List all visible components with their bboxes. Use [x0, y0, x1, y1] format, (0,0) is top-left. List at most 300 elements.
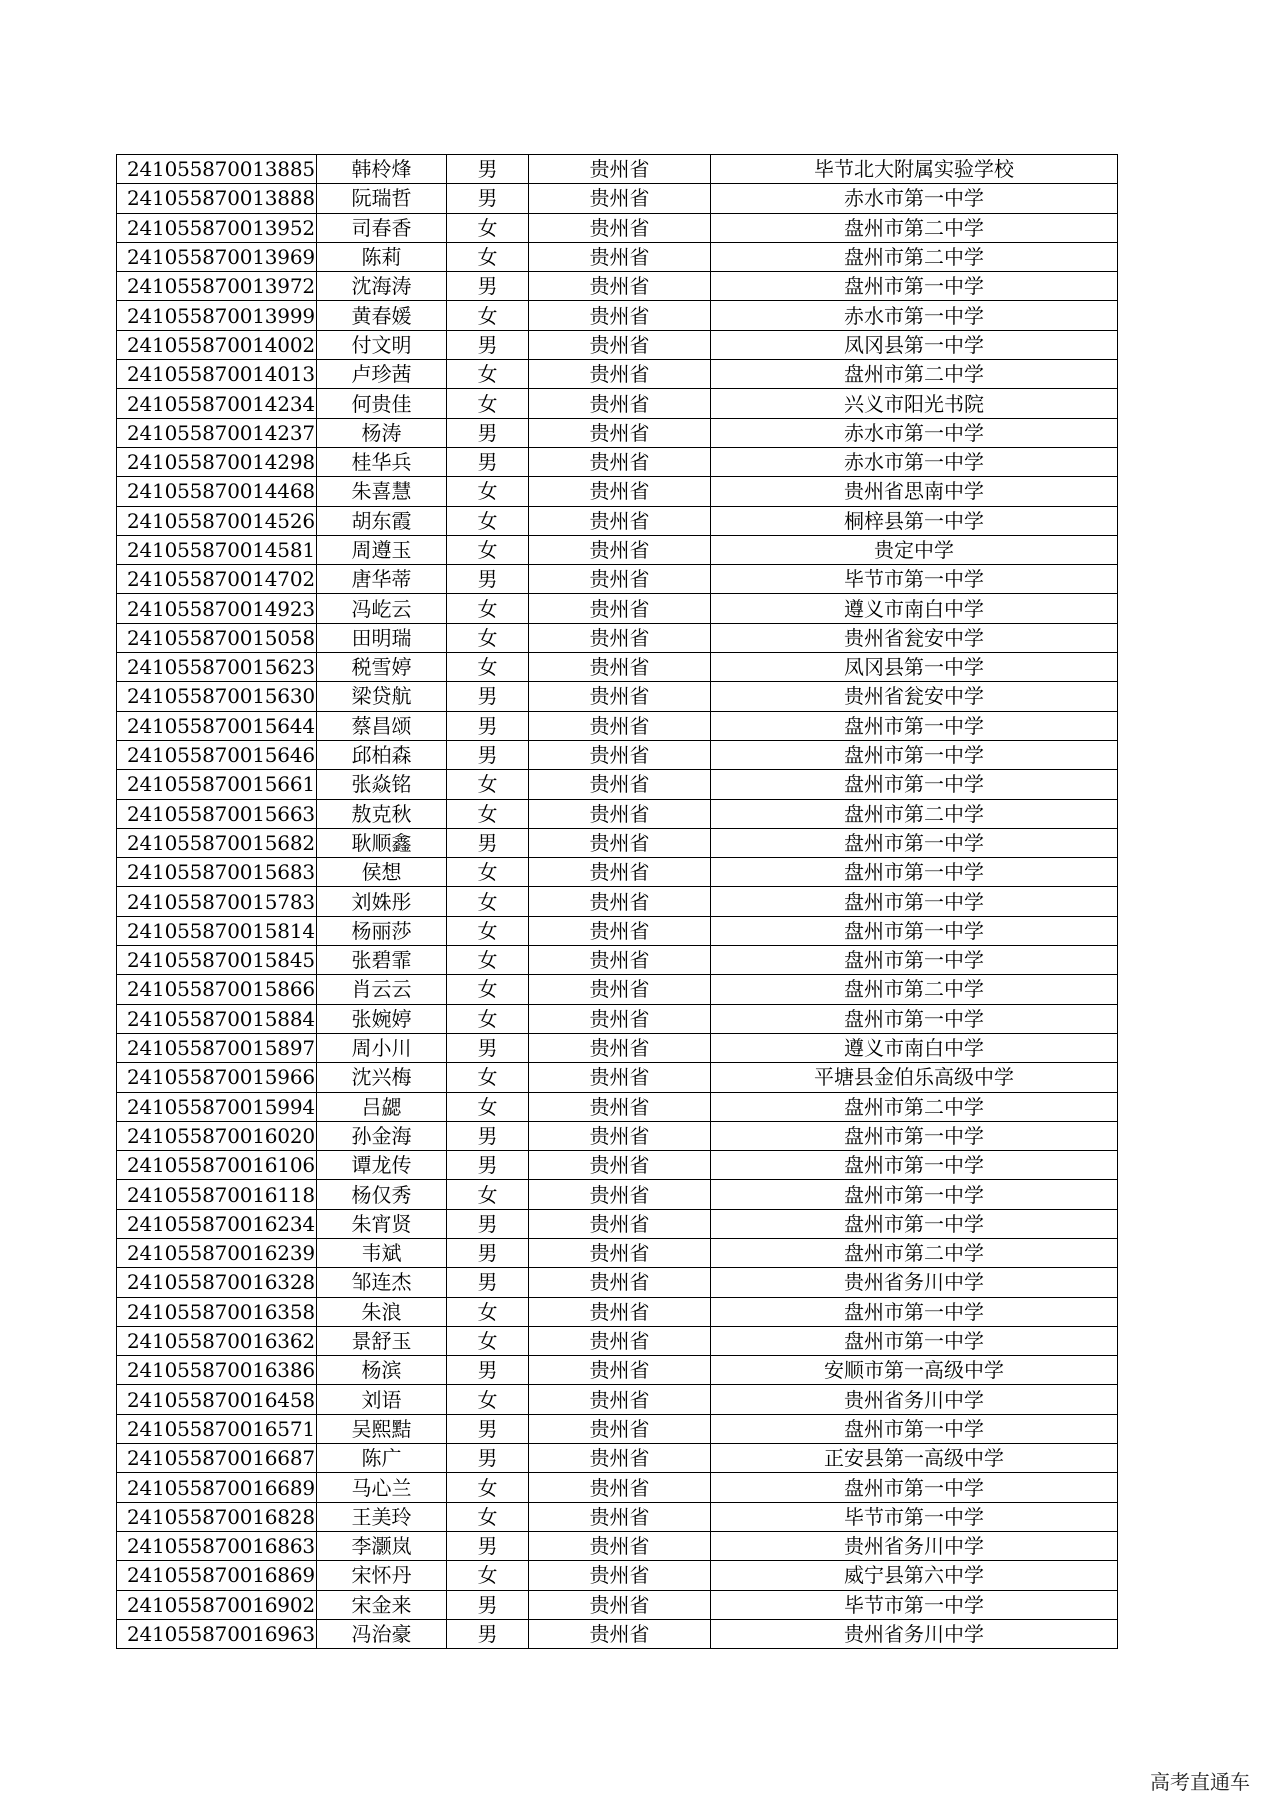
table-row: [117, 1356, 1118, 1385]
province-cell: 贵州省: [529, 623, 711, 652]
gender-cell: 男: [447, 1414, 529, 1443]
exam-number-cell: 241055870016328: [117, 1268, 317, 1297]
table-row: [117, 155, 1118, 184]
exam-number-cell: 241055870016963: [117, 1619, 317, 1648]
gender-cell: 女: [447, 360, 529, 389]
exam-number-cell: 241055870016689: [117, 1473, 317, 1502]
gender-cell: 女: [447, 770, 529, 799]
province-cell: 贵州省: [529, 916, 711, 945]
school-cell: 盘州市第二中学: [711, 242, 1118, 271]
exam-number-cell: 241055870014234: [117, 389, 317, 418]
school-cell: 凤冈县第一中学: [711, 330, 1118, 359]
province-cell: 贵州省: [529, 1151, 711, 1180]
exam-number-cell: 241055870015661: [117, 770, 317, 799]
table-row: [117, 1180, 1118, 1209]
name-cell: 阮瑞哲: [317, 184, 447, 213]
gender-cell: 女: [447, 946, 529, 975]
province-cell: 贵州省: [529, 1092, 711, 1121]
province-cell: 贵州省: [529, 1444, 711, 1473]
name-cell: 杨涛: [317, 418, 447, 447]
province-cell: 贵州省: [529, 1004, 711, 1033]
name-cell: 沈兴梅: [317, 1063, 447, 1092]
province-cell: 贵州省: [529, 1356, 711, 1385]
table-row: [117, 711, 1118, 740]
table-row: [117, 1473, 1118, 1502]
table-row: [117, 184, 1118, 213]
exam-number-cell: 241055870016234: [117, 1209, 317, 1238]
gender-cell: 男: [447, 330, 529, 359]
name-cell: 黄春媛: [317, 301, 447, 330]
school-cell: 兴义市阳光书院: [711, 389, 1118, 418]
name-cell: 何贵佳: [317, 389, 447, 418]
gender-cell: 女: [447, 1004, 529, 1033]
name-cell: 胡东霞: [317, 506, 447, 535]
table-row: [117, 1063, 1118, 1092]
school-cell: 毕节市第一中学: [711, 1502, 1118, 1531]
exam-number-cell: 241055870013885: [117, 155, 317, 184]
gender-cell: 女: [447, 1326, 529, 1355]
name-cell: 杨仅秀: [317, 1180, 447, 1209]
name-cell: 韦斌: [317, 1238, 447, 1267]
name-cell: 梁贷航: [317, 682, 447, 711]
exam-number-cell: 241055870014526: [117, 506, 317, 535]
province-cell: 贵州省: [529, 740, 711, 769]
province-cell: 贵州省: [529, 184, 711, 213]
table-row: [117, 447, 1118, 476]
exam-number-cell: 241055870015783: [117, 887, 317, 916]
table-row: [117, 242, 1118, 271]
school-cell: 凤冈县第一中学: [711, 653, 1118, 682]
exam-number-cell: 241055870013952: [117, 213, 317, 242]
gender-cell: 女: [447, 301, 529, 330]
exam-number-cell: 241055870015623: [117, 653, 317, 682]
name-cell: 吕勰: [317, 1092, 447, 1121]
name-cell: 李灏岚: [317, 1531, 447, 1560]
name-cell: 朱浪: [317, 1297, 447, 1326]
school-cell: 盘州市第一中学: [711, 946, 1118, 975]
table-row: [117, 1297, 1118, 1326]
gender-cell: 男: [447, 828, 529, 857]
gender-cell: 男: [447, 1238, 529, 1267]
name-cell: 侯想: [317, 858, 447, 887]
table-row: [117, 535, 1118, 564]
name-cell: 耿顺鑫: [317, 828, 447, 857]
exam-number-cell: 241055870016869: [117, 1561, 317, 1590]
school-cell: 赤水市第一中学: [711, 184, 1118, 213]
province-cell: 贵州省: [529, 1238, 711, 1267]
exam-number-cell: 241055870013972: [117, 272, 317, 301]
gender-cell: 女: [447, 242, 529, 271]
school-cell: 贵州省务川中学: [711, 1385, 1118, 1414]
table-row: [117, 330, 1118, 359]
school-cell: 盘州市第一中学: [711, 1004, 1118, 1033]
school-cell: 盘州市第二中学: [711, 1238, 1118, 1267]
exam-number-cell: 241055870015058: [117, 623, 317, 652]
exam-number-cell: 241055870015884: [117, 1004, 317, 1033]
school-cell: 盘州市第一中学: [711, 272, 1118, 301]
exam-number-cell: 241055870015682: [117, 828, 317, 857]
province-cell: 贵州省: [529, 975, 711, 1004]
exam-number-cell: 241055870014002: [117, 330, 317, 359]
name-cell: 唐华蒂: [317, 565, 447, 594]
name-cell: 马心兰: [317, 1473, 447, 1502]
table-row: [117, 301, 1118, 330]
table-row: [117, 623, 1118, 652]
province-cell: 贵州省: [529, 1590, 711, 1619]
school-cell: 盘州市第一中学: [711, 1414, 1118, 1443]
name-cell: 朱宵贤: [317, 1209, 447, 1238]
watermark-text: 高考直通车: [1150, 1770, 1250, 1794]
school-cell: 毕节市第一中学: [711, 565, 1118, 594]
table-row: [117, 1151, 1118, 1180]
table-row: [117, 1444, 1118, 1473]
school-cell: 赤水市第一中学: [711, 447, 1118, 476]
table-row: [117, 1502, 1118, 1531]
school-cell: 平塘县金伯乐高级中学: [711, 1063, 1118, 1092]
gender-cell: 男: [447, 1444, 529, 1473]
gender-cell: 女: [447, 653, 529, 682]
gender-cell: 男: [447, 1531, 529, 1560]
exam-number-cell: 241055870015966: [117, 1063, 317, 1092]
province-cell: 贵州省: [529, 1473, 711, 1502]
exam-number-cell: 241055870016106: [117, 1151, 317, 1180]
gender-cell: 女: [447, 1385, 529, 1414]
name-cell: 敖克秋: [317, 799, 447, 828]
gender-cell: 女: [447, 506, 529, 535]
exam-number-cell: 241055870015994: [117, 1092, 317, 1121]
exam-number-cell: 241055870014702: [117, 565, 317, 594]
exam-number-cell: 241055870016458: [117, 1385, 317, 1414]
name-cell: 陈莉: [317, 242, 447, 271]
exam-number-cell: 241055870016118: [117, 1180, 317, 1209]
exam-number-cell: 241055870016902: [117, 1590, 317, 1619]
province-cell: 贵州省: [529, 1268, 711, 1297]
exam-number-cell: 241055870016571: [117, 1414, 317, 1443]
gender-cell: 女: [447, 1092, 529, 1121]
name-cell: 肖云云: [317, 975, 447, 1004]
province-cell: 贵州省: [529, 477, 711, 506]
table-row: [117, 887, 1118, 916]
school-cell: 盘州市第二中学: [711, 1092, 1118, 1121]
gender-cell: 男: [447, 418, 529, 447]
name-cell: 周小川: [317, 1033, 447, 1062]
name-cell: 杨丽莎: [317, 916, 447, 945]
province-cell: 贵州省: [529, 360, 711, 389]
gender-cell: 男: [447, 1356, 529, 1385]
exam-number-cell: 241055870014237: [117, 418, 317, 447]
gender-cell: 女: [447, 858, 529, 887]
school-cell: 桐梓县第一中学: [711, 506, 1118, 535]
table-row: [117, 1590, 1118, 1619]
exam-number-cell: 241055870014581: [117, 535, 317, 564]
province-cell: 贵州省: [529, 799, 711, 828]
name-cell: 孙金海: [317, 1121, 447, 1150]
exam-number-cell: 241055870016386: [117, 1356, 317, 1385]
province-cell: 贵州省: [529, 1297, 711, 1326]
school-cell: 正安县第一高级中学: [711, 1444, 1118, 1473]
province-cell: 贵州省: [529, 1121, 711, 1150]
name-cell: 吴熙黠: [317, 1414, 447, 1443]
school-cell: 盘州市第一中学: [711, 711, 1118, 740]
province-cell: 贵州省: [529, 301, 711, 330]
gender-cell: 女: [447, 1063, 529, 1092]
province-cell: 贵州省: [529, 594, 711, 623]
province-cell: 贵州省: [529, 213, 711, 242]
table-row: [117, 477, 1118, 506]
name-cell: 朱喜慧: [317, 477, 447, 506]
school-cell: 盘州市第一中学: [711, 770, 1118, 799]
province-cell: 贵州省: [529, 946, 711, 975]
province-cell: 贵州省: [529, 887, 711, 916]
student-list-table: [116, 154, 1118, 1649]
exam-number-cell: 241055870016020: [117, 1121, 317, 1150]
school-cell: 贵州省瓮安中学: [711, 682, 1118, 711]
school-cell: 盘州市第一中学: [711, 1297, 1118, 1326]
province-cell: 贵州省: [529, 858, 711, 887]
school-cell: 盘州市第一中学: [711, 1209, 1118, 1238]
name-cell: 蔡昌颂: [317, 711, 447, 740]
name-cell: 桂华兵: [317, 447, 447, 476]
school-cell: 威宁县第六中学: [711, 1561, 1118, 1590]
gender-cell: 女: [447, 213, 529, 242]
table-row: [117, 506, 1118, 535]
gender-cell: 女: [447, 477, 529, 506]
name-cell: 刘姝彤: [317, 887, 447, 916]
name-cell: 冯治豪: [317, 1619, 447, 1648]
gender-cell: 女: [447, 389, 529, 418]
school-cell: 毕节市第一中学: [711, 1590, 1118, 1619]
name-cell: 邹连杰: [317, 1268, 447, 1297]
gender-cell: 女: [447, 594, 529, 623]
province-cell: 贵州省: [529, 447, 711, 476]
name-cell: 卢珍茜: [317, 360, 447, 389]
table-row: [117, 1268, 1118, 1297]
province-cell: 贵州省: [529, 242, 711, 271]
gender-cell: 男: [447, 1209, 529, 1238]
exam-number-cell: 241055870016358: [117, 1297, 317, 1326]
exam-number-cell: 241055870016362: [117, 1326, 317, 1355]
table-row: [117, 1619, 1118, 1648]
gender-cell: 男: [447, 1151, 529, 1180]
exam-number-cell: 241055870013969: [117, 242, 317, 271]
table-row: [117, 1326, 1118, 1355]
school-cell: 贵定中学: [711, 535, 1118, 564]
province-cell: 贵州省: [529, 1063, 711, 1092]
name-cell: 景舒玉: [317, 1326, 447, 1355]
exam-number-cell: 241055870015683: [117, 858, 317, 887]
gender-cell: 男: [447, 682, 529, 711]
province-cell: 贵州省: [529, 389, 711, 418]
school-cell: 贵州省思南中学: [711, 477, 1118, 506]
exam-number-cell: 241055870016239: [117, 1238, 317, 1267]
gender-cell: 女: [447, 887, 529, 916]
school-cell: 贵州省务川中学: [711, 1531, 1118, 1560]
exam-number-cell: 241055870015644: [117, 711, 317, 740]
gender-cell: 男: [447, 447, 529, 476]
table-row: [117, 740, 1118, 769]
gender-cell: 女: [447, 535, 529, 564]
province-cell: 贵州省: [529, 711, 711, 740]
province-cell: 贵州省: [529, 1531, 711, 1560]
province-cell: 贵州省: [529, 653, 711, 682]
table-row: [117, 799, 1118, 828]
name-cell: 张碧霏: [317, 946, 447, 975]
school-cell: 赤水市第一中学: [711, 301, 1118, 330]
name-cell: 杨滨: [317, 1356, 447, 1385]
province-cell: 贵州省: [529, 682, 711, 711]
exam-number-cell: 241055870016828: [117, 1502, 317, 1531]
gender-cell: 女: [447, 975, 529, 1004]
exam-number-cell: 241055870016863: [117, 1531, 317, 1560]
school-cell: 盘州市第一中学: [711, 1326, 1118, 1355]
table-row: [117, 1238, 1118, 1267]
table-row: [117, 1209, 1118, 1238]
name-cell: 张婉婷: [317, 1004, 447, 1033]
school-cell: 盘州市第一中学: [711, 1121, 1118, 1150]
gender-cell: 男: [447, 1033, 529, 1062]
table-row: [117, 770, 1118, 799]
name-cell: 王美玲: [317, 1502, 447, 1531]
province-cell: 贵州省: [529, 330, 711, 359]
school-cell: 遵义市南白中学: [711, 1033, 1118, 1062]
name-cell: 税雪婷: [317, 653, 447, 682]
name-cell: 谭龙传: [317, 1151, 447, 1180]
gender-cell: 女: [447, 623, 529, 652]
gender-cell: 女: [447, 1502, 529, 1531]
province-cell: 贵州省: [529, 272, 711, 301]
school-cell: 盘州市第一中学: [711, 1180, 1118, 1209]
province-cell: 贵州省: [529, 1326, 711, 1355]
table-row: [117, 653, 1118, 682]
school-cell: 盘州市第一中学: [711, 740, 1118, 769]
table-row: [117, 389, 1118, 418]
gender-cell: 男: [447, 711, 529, 740]
province-cell: 贵州省: [529, 770, 711, 799]
exam-number-cell: 241055870014468: [117, 477, 317, 506]
gender-cell: 女: [447, 1180, 529, 1209]
gender-cell: 男: [447, 1268, 529, 1297]
gender-cell: 女: [447, 916, 529, 945]
exam-number-cell: 241055870015630: [117, 682, 317, 711]
school-cell: 盘州市第一中学: [711, 916, 1118, 945]
exam-number-cell: 241055870016687: [117, 1444, 317, 1473]
table-row: [117, 946, 1118, 975]
province-cell: 贵州省: [529, 155, 711, 184]
table-row: [117, 682, 1118, 711]
school-cell: 安顺市第一高级中学: [711, 1356, 1118, 1385]
table-row: [117, 594, 1118, 623]
gender-cell: 男: [447, 740, 529, 769]
exam-number-cell: 241055870014298: [117, 447, 317, 476]
table-row: [117, 858, 1118, 887]
school-cell: 赤水市第一中学: [711, 418, 1118, 447]
school-cell: 盘州市第二中学: [711, 975, 1118, 1004]
school-cell: 盘州市第一中学: [711, 828, 1118, 857]
table-row: [117, 360, 1118, 389]
gender-cell: 女: [447, 1297, 529, 1326]
school-cell: 盘州市第一中学: [711, 887, 1118, 916]
table-row: [117, 1121, 1118, 1150]
name-cell: 沈海涛: [317, 272, 447, 301]
school-cell: 盘州市第一中学: [711, 1151, 1118, 1180]
table-row: [117, 1092, 1118, 1121]
gender-cell: 男: [447, 1590, 529, 1619]
exam-number-cell: 241055870015866: [117, 975, 317, 1004]
province-cell: 贵州省: [529, 418, 711, 447]
table-row: [117, 1531, 1118, 1560]
province-cell: 贵州省: [529, 506, 711, 535]
province-cell: 贵州省: [529, 535, 711, 564]
school-cell: 贵州省瓮安中学: [711, 623, 1118, 652]
exam-number-cell: 241055870013999: [117, 301, 317, 330]
province-cell: 贵州省: [529, 828, 711, 857]
school-cell: 盘州市第一中学: [711, 858, 1118, 887]
table-row: [117, 1033, 1118, 1062]
province-cell: 贵州省: [529, 1619, 711, 1648]
province-cell: 贵州省: [529, 1209, 711, 1238]
exam-number-cell: 241055870015814: [117, 916, 317, 945]
table-row: [117, 272, 1118, 301]
table-body: [117, 155, 1118, 1649]
exam-number-cell: 241055870015845: [117, 946, 317, 975]
school-cell: 盘州市第二中学: [711, 799, 1118, 828]
province-cell: 贵州省: [529, 1180, 711, 1209]
gender-cell: 男: [447, 155, 529, 184]
table-row: [117, 975, 1118, 1004]
school-cell: 贵州省务川中学: [711, 1268, 1118, 1297]
school-cell: 毕节北大附属实验学校: [711, 155, 1118, 184]
school-cell: 盘州市第二中学: [711, 360, 1118, 389]
exam-number-cell: 241055870014923: [117, 594, 317, 623]
table-row: [117, 828, 1118, 857]
name-cell: 冯屹云: [317, 594, 447, 623]
province-cell: 贵州省: [529, 1561, 711, 1590]
province-cell: 贵州省: [529, 1033, 711, 1062]
name-cell: 张焱铭: [317, 770, 447, 799]
exam-number-cell: 241055870014013: [117, 360, 317, 389]
name-cell: 田明瑞: [317, 623, 447, 652]
gender-cell: 女: [447, 799, 529, 828]
name-cell: 付文明: [317, 330, 447, 359]
table-row: [117, 1561, 1118, 1590]
province-cell: 贵州省: [529, 565, 711, 594]
exam-number-cell: 241055870015663: [117, 799, 317, 828]
table-row: [117, 1004, 1118, 1033]
gender-cell: 男: [447, 272, 529, 301]
name-cell: 韩柃烽: [317, 155, 447, 184]
name-cell: 陈广: [317, 1444, 447, 1473]
gender-cell: 男: [447, 565, 529, 594]
province-cell: 贵州省: [529, 1502, 711, 1531]
name-cell: 司春香: [317, 213, 447, 242]
name-cell: 刘语: [317, 1385, 447, 1414]
exam-number-cell: 241055870013888: [117, 184, 317, 213]
school-cell: 盘州市第二中学: [711, 213, 1118, 242]
name-cell: 宋金来: [317, 1590, 447, 1619]
gender-cell: 男: [447, 184, 529, 213]
gender-cell: 男: [447, 1619, 529, 1648]
table-row: [117, 1385, 1118, 1414]
name-cell: 周遵玉: [317, 535, 447, 564]
exam-number-cell: 241055870015897: [117, 1033, 317, 1062]
exam-number-cell: 241055870015646: [117, 740, 317, 769]
school-cell: 贵州省务川中学: [711, 1619, 1118, 1648]
table-row: [117, 418, 1118, 447]
province-cell: 贵州省: [529, 1414, 711, 1443]
gender-cell: 女: [447, 1473, 529, 1502]
name-cell: 邱柏森: [317, 740, 447, 769]
province-cell: 贵州省: [529, 1385, 711, 1414]
